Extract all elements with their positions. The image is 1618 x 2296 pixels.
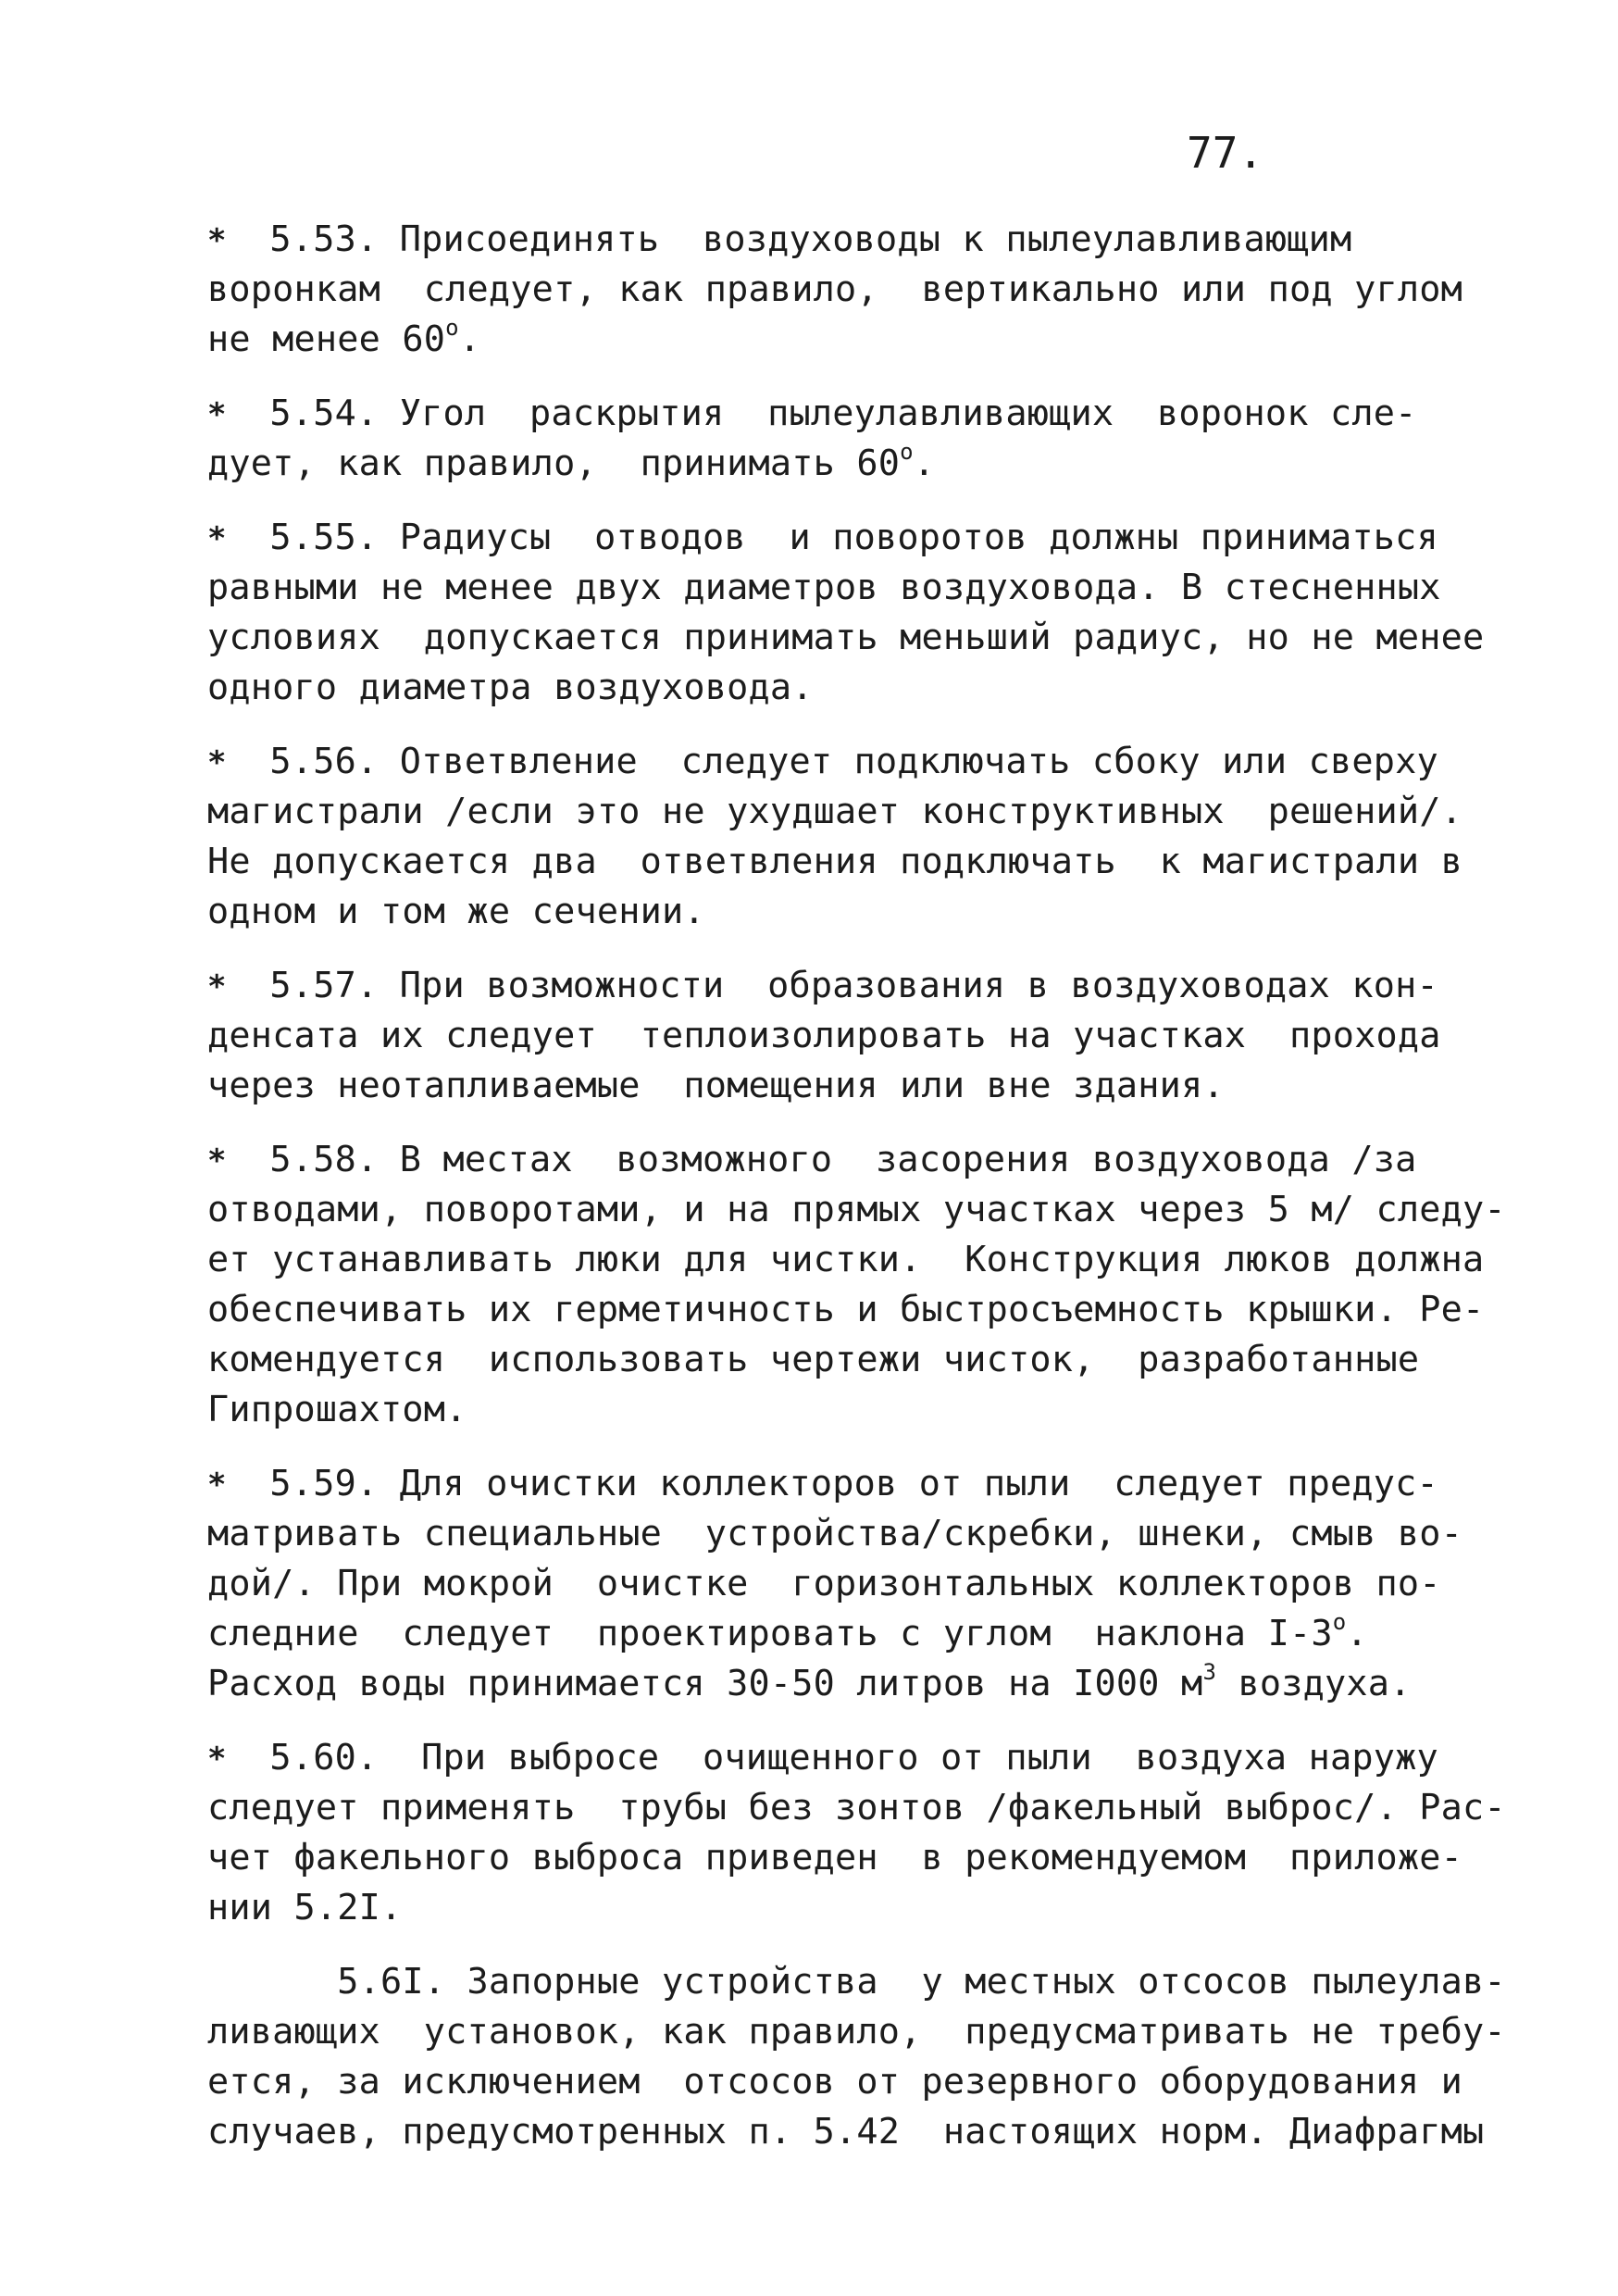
text-line: денсата их следует теплоизолировать на участках прохода (207, 1015, 1441, 1056)
text-line: воронкам следует, как правило, вертикально или под углом (207, 268, 1462, 310)
asterisk-marker: * (207, 520, 227, 557)
paragraph (207, 1135, 1506, 1435)
asterisk-marker: * (207, 1466, 227, 1504)
text-line: дой/. При мокрой очистке горизонтальных коллекторов по- (207, 1563, 1441, 1604)
asterisk-marker: * (207, 396, 227, 433)
text-line: * 5.55. Радиусы отводов и поворотов должны приниматься (207, 517, 1438, 558)
paragraph (207, 961, 1441, 1111)
text-line: ливающих установок, как правило, предусматривать не требу- (207, 2011, 1506, 2053)
text-line: Гипрошахтом. (207, 1389, 467, 1430)
text-line: Не допускается два ответвления подключать к магистрали в (207, 841, 1462, 882)
asterisk-marker: * (207, 744, 227, 781)
text-line: магистрали /если это не ухудшает конструктивных решений/. (207, 791, 1462, 832)
text-line: * 5.56. Ответвление следует подключать сбоку или сверху (207, 741, 1438, 782)
paragraph (207, 1957, 1506, 2157)
text-line: * 5.57. При возможности образования в воздуховодах кон- (207, 965, 1438, 1006)
text-line: * 5.58. В местах возможного засорения воздуховода /за (207, 1139, 1417, 1180)
paragraph (207, 215, 1462, 365)
document-body (207, 215, 1506, 2181)
text-line: * 5.60. При выбросе очищенного от пыли воздуха наружу (207, 1737, 1438, 1778)
text-line: * 5.53. Присоединять воздуховоды к пылеулавливающим (207, 218, 1352, 260)
paragraph (207, 1459, 1462, 1709)
text-line: обеспечивать их герметичность и быстросъемность крышки. Ре- (207, 1289, 1485, 1330)
text-line: матривать специальные устройства/скребки, шнеки, смыв во- (207, 1513, 1462, 1554)
text-line: через неотапливаемые помещения или вне здания. (207, 1065, 1225, 1106)
text-line: * 5.54. Угол раскрытия пылеулавливающих воронок сле- (207, 393, 1417, 434)
text-line: случаев, предусмотренных п. 5.42 настоящих норм. Диафрагмы (207, 2111, 1485, 2152)
page-number: 77. (1187, 128, 1264, 178)
text-line: комендуется использовать чертежи чисток, разработанные (207, 1339, 1420, 1380)
text-line: нии 5.2I. (207, 1887, 403, 1928)
text-line: не менее 60$^o$. (207, 315, 481, 360)
text-line: Расход воды принимается 30-50 литров на I000 $м^3$ воздуха. (207, 1659, 1412, 1704)
asterisk-marker: * (207, 1741, 227, 1778)
text-line: ется, за исключением отсосов от резервного оборудования и (207, 2061, 1462, 2103)
paragraph (207, 737, 1462, 937)
paragraph (207, 513, 1485, 713)
text-line: равными не менее двух диаметров воздуховода. В стесненных (207, 567, 1441, 608)
text-line: чет факельного выброса приведен в рекомендуемом приложе- (207, 1837, 1462, 1878)
text-line: * 5.59. Для очистки коллекторов от пыли следует предус- (207, 1463, 1438, 1504)
text-line: дует, как правило, принимать 60$^o$. (207, 439, 936, 484)
asterisk-marker: * (207, 222, 227, 259)
text-line: следние следует проектировать с углом наклона I-3$^o$. (207, 1609, 1368, 1654)
asterisk-marker: * (207, 968, 227, 1005)
text-line: одном и том же сечении. (207, 891, 705, 932)
text-line: 5.6I. Запорные устройства у местных отсосов пылеулав- (207, 1961, 1506, 2003)
text-line: отводами, поворотами, и на прямых участках через 5 м/ следу- (207, 1189, 1506, 1230)
text-line: условиях допускается принимать меньший радиус, но не менее (207, 617, 1485, 658)
text-line: одного диаметра воздуховода. (207, 667, 814, 708)
asterisk-marker: * (207, 1142, 227, 1179)
text-line: следует применять трубы без зонтов /факельный выброс/. Рас- (207, 1787, 1506, 1828)
paragraph (207, 389, 1438, 489)
paragraph (207, 1733, 1506, 1933)
text-line: ет устанавливать люки для чистки. Конструкция люков должна (207, 1239, 1485, 1280)
